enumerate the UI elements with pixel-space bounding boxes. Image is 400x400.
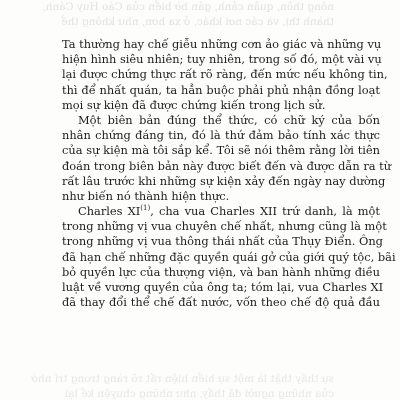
text-line: đoán trong biên bản này được biết đến và được dẫn ra từ (62, 158, 392, 173)
show-through-line: thành thị, và các nơi khác, ở xa hơn, như không thể (61, 16, 334, 28)
paragraph-2 (62, 112, 392, 204)
show-through-line: sự thấy thật là một sự hiển hiện rất rõ ràng trong trí nhớ (31, 373, 334, 385)
paragraph-3 (62, 204, 396, 310)
text-line: như biến nó thành hiện thực. (62, 188, 230, 203)
page-body (62, 37, 396, 310)
text-line: đã thay đổi thể chế đất nước, vốn theo chế độ quả đầu (62, 295, 380, 310)
text-line: lại được chứng thực rất rõ ràng, đến mức nếu không tin, (62, 67, 388, 82)
text-line: bỏ quyền lực của thượng viện, và ban hành những điều (62, 264, 380, 279)
text-line-rest: , cha vua Charles XII trứ danh, là một (150, 204, 380, 219)
show-through-line: của những người đã thấy, như những chuyện kể lại (64, 388, 334, 400)
text-line: luật về vương quyền của ông ta; tóm lại, vua Charles XI (62, 280, 384, 294)
text-line: Ta thường hay chế giễu những cơn ảo giác và những vụ (62, 37, 382, 51)
text-line: thì để nhất quán, ta hẳn buộc phải phủ nhận đồng loạt (62, 82, 380, 97)
text-line: nhân chứng đáng tin, đó là thứ đảm bảo tính xác thực (62, 128, 380, 143)
show-through-text-top (0, 0, 400, 30)
text-line: đã hạn chế những đặc quyền quái gở của giới quý tộc, bãi (62, 249, 396, 264)
show-through-line: nông thôn, quân cảnh, gần bờ biển của Cáo Huy Cánh, (42, 1, 334, 13)
text-line: mọi sự kiện đã được chứng kiến trong lịch sử. (62, 97, 326, 112)
text-line: trong những vị vua chuyên chế nhất, nhưng cũng là một (62, 219, 387, 234)
text-line: Một biên bản đúng thể thức, có chữ ký của bốn (78, 112, 380, 127)
text-line: trong những vị vua thông thái nhất của Thụy Điển. Ông (62, 234, 383, 249)
paragraph-1 (62, 37, 388, 113)
lead-text: Charles XI (78, 204, 141, 219)
text-line-with-footnote (62, 204, 380, 219)
text-line: rất lâu trước khi những sự kiện xảy đến ngày nay dường (62, 173, 386, 188)
text-line: hiện hình siêu nhiên; tuy nhiên, trong số đó, một vài vụ (62, 52, 382, 67)
text-line: của sự kiện mà tôi sắp kể. Tôi sẽ nói thêm rằng lời tiên (62, 143, 380, 158)
show-through-text-bottom (0, 372, 400, 400)
footnote-marker: (1) (140, 204, 151, 213)
